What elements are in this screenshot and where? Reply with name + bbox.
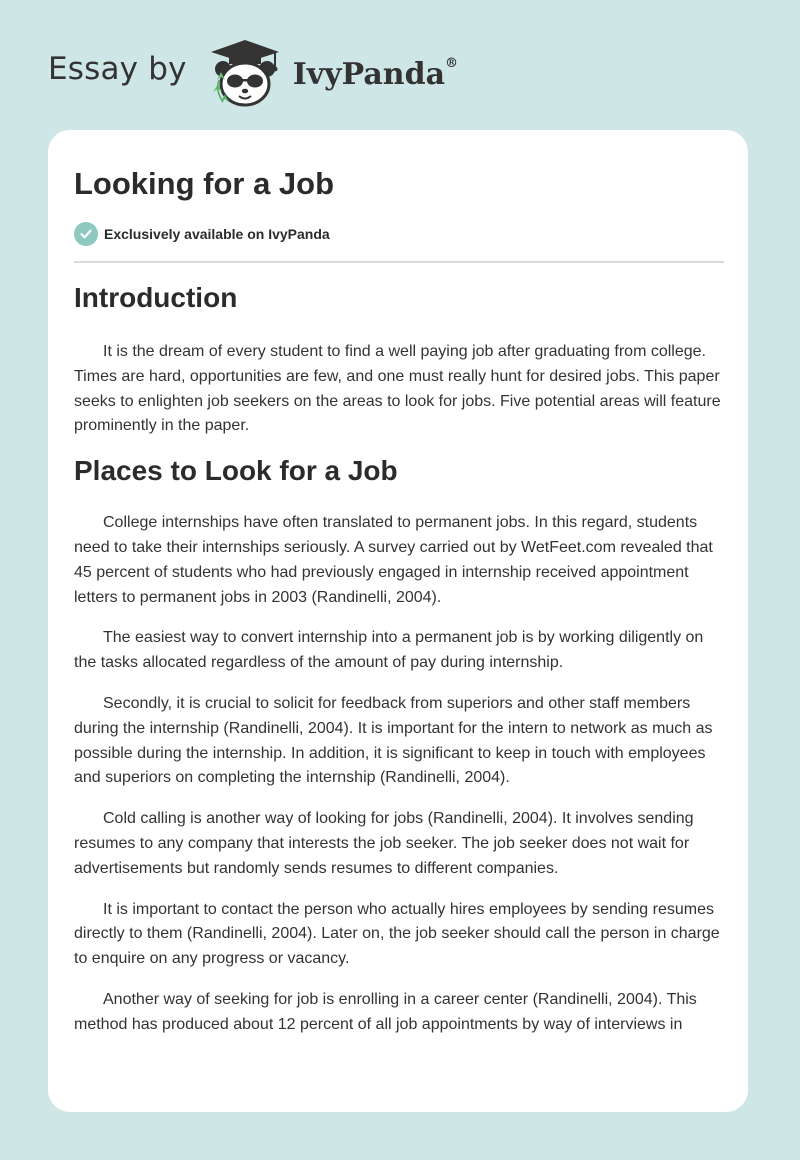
paragraph: Another way of seeking for job is enrolling in a career center (Randinelli, 2004). This method has produced about 12 percent of all job appointments by way of interviews in <box>74 990 697 1033</box>
paragraph: It is the dream of every student to find a well paying job after graduating from college. Times are hard, opportunities are few, and one must really hunt for desired jobs. This paper seeks to enlighten job seekers on the areas to look for jobs. Five potential areas will feature prominently in the paper. <box>74 343 721 435</box>
exclusive-badge <box>74 222 330 246</box>
registered-mark: ® <box>445 55 459 71</box>
brand-header[interactable] <box>48 36 458 108</box>
brand-prefix: Essay by <box>48 51 187 87</box>
check-circle-icon <box>74 222 98 246</box>
section-heading-introduction: Introduction <box>74 282 238 313</box>
paragraph: The easiest way to convert internship into a permanent job is by working diligently on the tasks allocated regardless of the amount of pay during internship. <box>74 629 704 672</box>
title-divider <box>74 261 724 263</box>
page-title: Looking for a Job <box>74 166 335 201</box>
paragraph: College internships have often translated to permanent jobs. In this regard, students need to take their internships seriously. A survey carried out by WetFeet.com revealed that 45 percent of students who had previously engaged in internship received appointment letters to permanent jobs in 2003 (Randinelli, 2004). <box>74 514 713 606</box>
essay-card <box>48 130 748 1112</box>
section-heading-places: Places to Look for a Job <box>74 455 398 487</box>
paragraph: It is important to contact the person who actually hires employees by sending resumes directly to them (Randinelli, 2004). Later on, the job seeker should call the person in charge to enquire on any progress or vacancy. <box>74 900 720 968</box>
paragraph: Secondly, it is crucial to solicit for feedback from superiors and other staff members during the internship (Randinelli, 2004). It is important for the intern to network as much as possible during the internship. In addition, it is significant to keep in touch with employees and superiors on completing the internship (Randinelli, 2004). <box>74 694 713 787</box>
ivypanda-panda-logo-icon <box>201 36 287 108</box>
essay-body <box>74 282 724 1054</box>
exclusive-text: Exclusively available on IvyPanda <box>104 226 330 242</box>
paragraph: Cold calling is another way of looking for jobs (Randinelli, 2004). It involves sending resumes to any company that interests the job seeker. The job seeker does not wait for advertisements but randomly sends resumes to different companies. <box>74 810 694 877</box>
brand-name: IvyPanda® <box>292 55 459 92</box>
